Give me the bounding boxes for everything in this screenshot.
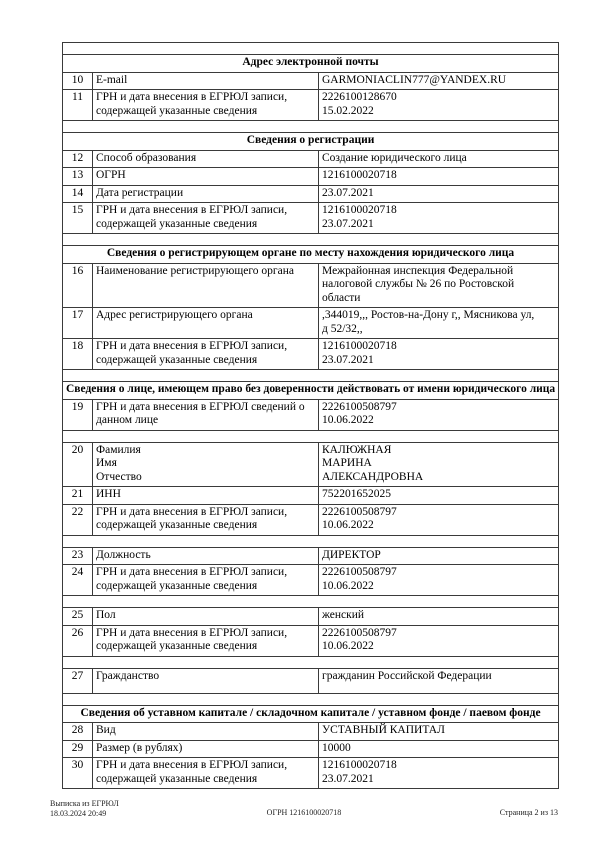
row-number: 12 [63,150,93,168]
row-value-line: 10.06.2022 [322,640,374,652]
spacer-cell [63,370,559,382]
spacer-cell [63,656,559,668]
row-label [93,547,319,565]
row-value [319,203,559,234]
row-value-line: МАРИНА [322,457,372,469]
row-value-line: д 52/32,, [322,322,363,335]
row-label-line: Пол [96,609,116,621]
row-label [93,487,319,505]
row-value [319,308,559,339]
table-row [63,758,559,789]
table-row [63,168,559,186]
footer-ogrn: ОГРН 1216100020718 [266,808,342,817]
row-label-line: E-mail [96,73,128,86]
section-header: Сведения об уставном капитале / складочном капитале / уставном фонде / паевом фонде [63,705,559,723]
row-label [93,90,319,121]
row-label [93,625,319,656]
table-row [63,487,559,505]
row-label [93,339,319,370]
row-value-line: 1216100020718 [322,340,397,352]
table-row [63,547,559,565]
row-value-line: 10.06.2022 [322,519,374,531]
row-number: 13 [63,168,93,186]
row-label [93,565,319,596]
row-label-line: ГРН и дата внесения в ЕГРЮЛ записи, [96,340,288,352]
row-value [319,740,559,758]
row-value-line: ,344019,,, Ростов-на-Дону г,, Мясникова ул, [322,309,535,321]
row-value [319,399,559,430]
section-header-row [63,382,559,400]
row-label [93,399,319,430]
row-value [319,668,559,693]
row-value-line: Создание юридического лица [322,151,467,164]
row-label [93,263,319,308]
row-value-line: 10.06.2022 [322,579,374,592]
spacer-cell [63,121,559,133]
row-label [93,668,319,693]
row-value-line: 2226100508797 [322,626,397,639]
row-value [319,185,559,203]
row-label [93,723,319,741]
row-value-line: 10.06.2022 [322,414,374,426]
row-label-line: ГРН и дата внесения в ЕГРЮЛ записи, [96,204,288,216]
row-label-line: ГРН и дата внесения в ЕГРЮЛ записи, [96,91,288,103]
row-number: 15 [63,203,93,234]
row-number: 14 [63,185,93,203]
section-header-row [63,246,559,264]
row-label-line: Имя [96,457,117,469]
row-number: 30 [63,758,93,789]
row-value-line: Межрайонная инспекция Федеральной [322,264,514,277]
table-row [63,339,559,370]
row-label-line: ГРН и дата внесения в ЕГРЮЛ сведений о [96,400,305,413]
row-label-line: ГРН и дата внесения в ЕГРЮЛ записи, [96,505,288,518]
row-label-line: ИНН [96,488,121,500]
row-value [319,758,559,789]
spacer-row [63,234,559,246]
row-value [319,723,559,741]
row-value [319,547,559,565]
row-label-line: Фамилия [96,443,141,456]
row-label-line: содержащей указанные сведения [96,772,258,785]
row-label-line: содержащей указанные сведения [96,579,258,592]
row-value-line: 23.07.2021 [322,186,374,199]
table-row [63,263,559,308]
row-label-line: содержащей указанные сведения [96,640,258,652]
row-number: 24 [63,565,93,596]
spacer-cell [63,596,559,608]
table-row [63,399,559,430]
row-label-line: Должность [96,548,151,561]
row-value-line: ДИРЕКТОР [322,548,381,561]
section-header: Сведения о лице, имеющем право без доверенности действовать от имени юридического лица [63,382,559,400]
row-label-line: Отчество [96,470,142,483]
table-row [63,442,559,487]
row-number: 10 [63,72,93,90]
spacer-row [63,121,559,133]
row-number: 19 [63,399,93,430]
row-number: 20 [63,442,93,487]
row-label-line: содержащей указанные сведения [96,519,258,531]
document-table-body [63,43,559,789]
row-value [319,150,559,168]
table-row [63,203,559,234]
row-label-line: ГРН и дата внесения в ЕГРЮЛ записи, [96,759,288,771]
table-row [63,150,559,168]
row-value [319,168,559,186]
row-number: 25 [63,608,93,626]
row-label-line: ГРН и дата внесения в ЕГРЮЛ записи, [96,626,288,639]
row-value [319,72,559,90]
row-label [93,203,319,234]
row-number: 29 [63,740,93,758]
row-label [93,740,319,758]
row-value-line: области [322,291,361,304]
row-value [319,90,559,121]
row-label-line: ГРН и дата внесения в ЕГРЮЛ записи, [96,566,288,578]
row-value-line: GARMONIACLIN777@YANDEX.RU [322,73,507,86]
row-label [93,308,319,339]
row-value [319,263,559,308]
spacer-cell [63,535,559,547]
row-value [319,625,559,656]
spacer-row [63,693,559,705]
row-label-line: содержащей указанные сведения [96,217,258,230]
table-row [63,740,559,758]
section-header: Адрес электронной почты [63,55,559,73]
spacer-cell [63,43,559,55]
row-number: 16 [63,263,93,308]
table-row [63,723,559,741]
row-label-line: Наименование регистрирующего органа [96,264,294,277]
row-label-line: данном лице [96,414,159,426]
row-value-line: 23.07.2021 [322,353,374,366]
document-table [62,42,559,789]
row-label [93,504,319,535]
section-header: Сведения о регистрирующем органе по месту нахождения юридического лица [63,246,559,264]
row-value-line: 2226100508797 [322,505,397,518]
table-row [63,565,559,596]
row-number: 27 [63,668,93,693]
row-label-line: Размер (в рублях) [96,741,183,754]
row-label [93,185,319,203]
table-row [63,308,559,339]
row-value-line: женский [322,609,365,621]
row-value-line: 2226100508797 [322,566,397,578]
row-label [93,758,319,789]
row-value-line: 1216100020718 [322,169,397,181]
row-label-line: Способ образования [96,151,197,164]
spacer-row [63,43,559,55]
row-label-line: Гражданство [96,669,160,682]
table-row [63,90,559,121]
row-number: 22 [63,504,93,535]
footer-page-number: Страница 2 из 13 [499,808,558,817]
table-row [63,185,559,203]
section-header: Сведения о регистрации [63,133,559,151]
row-number: 18 [63,339,93,370]
spacer-cell [63,430,559,442]
spacer-row [63,656,559,668]
row-label-line: ОГРН [96,169,126,181]
row-value-line: налоговой службы № 26 по Ростовской [322,278,515,290]
row-value-line: АЛЕКСАНДРОВНА [322,470,424,483]
row-number: 23 [63,547,93,565]
row-label [93,72,319,90]
footer-extract-datetime: 18.03.2024 20:49 [50,808,107,818]
row-label [93,150,319,168]
row-label-line: Адрес регистрирующего органа [96,309,253,321]
spacer-row [63,370,559,382]
row-label [93,442,319,487]
row-label-line: Вид [96,724,116,736]
row-label-line: Дата регистрации [96,186,184,199]
row-number: 21 [63,487,93,505]
table-row [63,668,559,693]
row-value-line: 10000 [322,741,351,754]
row-value-line: 2226100128670 [322,91,397,103]
table-row [63,504,559,535]
spacer-cell [63,693,559,705]
row-label-line: содержащей указанные сведения [96,104,258,117]
row-label [93,608,319,626]
row-label [93,168,319,186]
row-number: 17 [63,308,93,339]
row-value [319,442,559,487]
row-value [319,339,559,370]
row-label-line: содержащей указанные сведения [96,353,258,366]
row-value-line: УСТАВНЫЙ КАПИТАЛ [322,724,445,736]
row-value-line: 1216100020718 [322,759,397,771]
spacer-row [63,430,559,442]
table-row [63,608,559,626]
row-value-line: 15.02.2022 [322,104,374,117]
row-value-line: КАЛЮЖНАЯ [322,443,392,456]
page-footer [50,799,558,821]
row-number: 26 [63,625,93,656]
row-value-line: 1216100020718 [322,204,397,216]
row-value [319,565,559,596]
row-number: 28 [63,723,93,741]
row-value-line: 23.07.2021 [322,772,374,785]
row-value-line: 752201652025 [322,488,391,500]
row-value [319,504,559,535]
row-value-line: 23.07.2021 [322,217,374,230]
spacer-row [63,535,559,547]
spacer-row [63,596,559,608]
section-header-row [63,705,559,723]
section-header-row [63,55,559,73]
table-row [63,72,559,90]
section-header-row [63,133,559,151]
row-value-line: гражданин Российской Федерации [322,669,492,682]
row-number: 11 [63,90,93,121]
row-value [319,608,559,626]
footer-extract-title: Выписка из ЕГРЮЛ [50,799,119,808]
row-value [319,487,559,505]
table-row [63,625,559,656]
spacer-cell [63,234,559,246]
row-value-line: 2226100508797 [322,400,397,413]
